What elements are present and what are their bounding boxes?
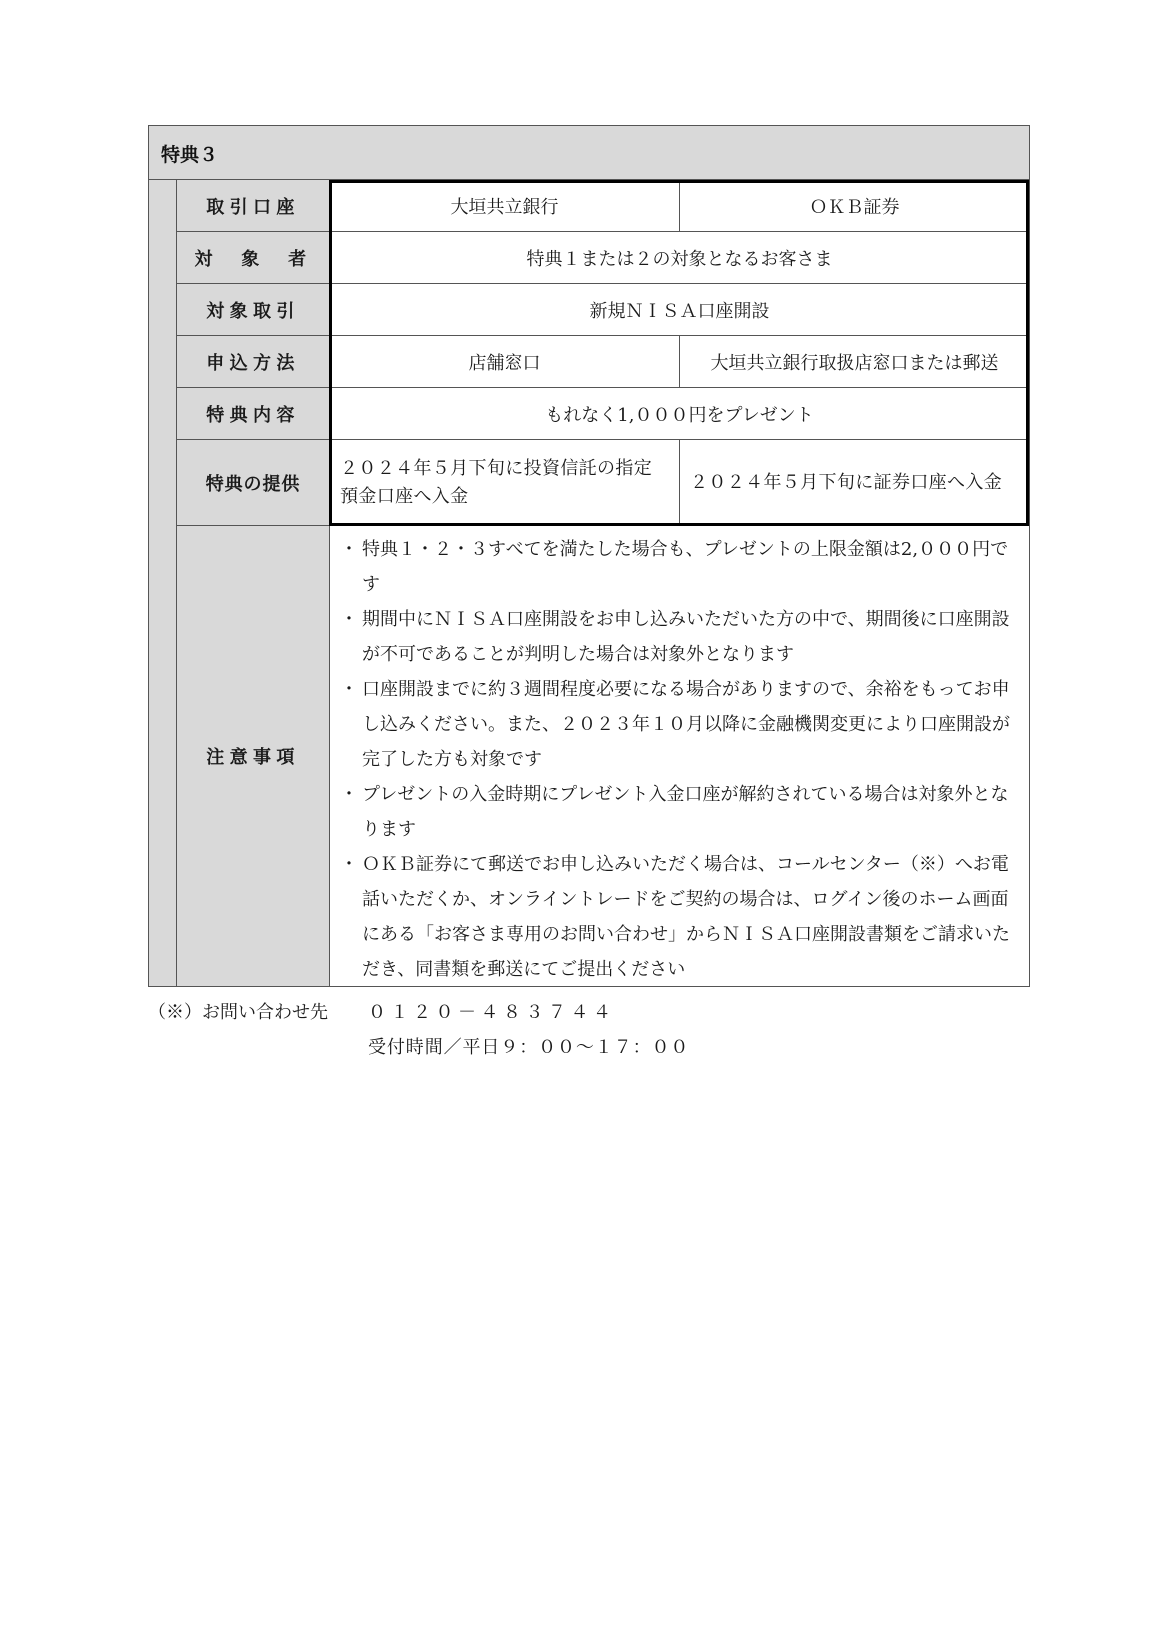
section-header	[149, 126, 1029, 180]
label-transaction: 対象取引	[177, 284, 330, 336]
row-account	[177, 180, 1029, 232]
benefit-table	[148, 125, 1030, 987]
contact-hours: 受付時間／平日９：００～１７：００	[368, 1037, 690, 1058]
contact-phone: ０１２０－４８３７４４	[368, 1002, 616, 1023]
label-benefit: 特典内容	[177, 388, 330, 440]
note-item: ・ プレゼントの入金時期にプレゼント入金口座が解約されている場合は対象外となります	[342, 777, 1019, 847]
value-transaction: 新規ＮＩＳＡ口座開設	[330, 284, 1029, 336]
label-target: 対 象 者	[177, 232, 330, 284]
row-method	[177, 336, 1029, 388]
notes-content	[330, 526, 1029, 986]
label-notes: 注意事項	[177, 526, 330, 986]
row-benefit	[177, 388, 1029, 440]
benefit-document	[148, 125, 1030, 1058]
indent-column	[149, 180, 177, 986]
note-item: ・ 期間中にＮＩＳＡ口座開設をお申し込みいただいた方の中で、期間後に口座開設が不可であることが判明した場合は対象外となります	[342, 602, 1019, 672]
label-provision: 特典の提供	[177, 440, 330, 526]
note-item: ・ ＯＫＢ証券にて郵送でお申し込みいただく場合は、コールセンター（※）へお電話いただくか、オンライントレードをご契約の場合は、ログイン後のホーム画面にある「お客さま専用のお問い合わせ」からＮＩＳＡ口座開設書類をご請求いただき、同書類を郵送にてご提出ください	[342, 847, 1019, 987]
label-method: 申込方法	[177, 336, 330, 388]
value-provision-securities: ２０２４年５月下旬に証券口座へ入金	[680, 440, 1029, 526]
contact-label: （※）お問い合わせ先	[148, 1002, 328, 1023]
notes-list	[342, 532, 1019, 987]
section-title: 特典３	[161, 144, 219, 166]
value-target: 特典１または２の対象となるお客さま	[330, 232, 1029, 284]
row-notes	[177, 526, 1029, 986]
row-transaction	[177, 284, 1029, 336]
value-account-bank: 大垣共立銀行	[330, 180, 680, 232]
label-account: 取引口座	[177, 180, 330, 232]
value-benefit: もれなく1,０００円をプレゼント	[330, 388, 1029, 440]
value-method-bank: 店舗窓口	[330, 336, 680, 388]
row-provision	[177, 440, 1029, 526]
value-account-securities: ＯＫＢ証券	[680, 180, 1029, 232]
value-provision-bank: ２０２４年５月下旬に投資信託の指定預金口座へ入金	[330, 440, 680, 526]
row-target	[177, 232, 1029, 284]
note-item: ・ 口座開設までに約３週間程度必要になる場合がありますので、余裕をもってお申し込みください。また、２０２３年１０月以降に金融機関変更により口座開設が完了した方も対象です	[342, 672, 1019, 777]
value-method-securities: 大垣共立銀行取扱店窓口または郵送	[680, 336, 1029, 388]
note-item: ・ 特典１・２・３すべてを満たした場合も、プレゼントの上限金額は2,０００円です	[342, 532, 1019, 602]
